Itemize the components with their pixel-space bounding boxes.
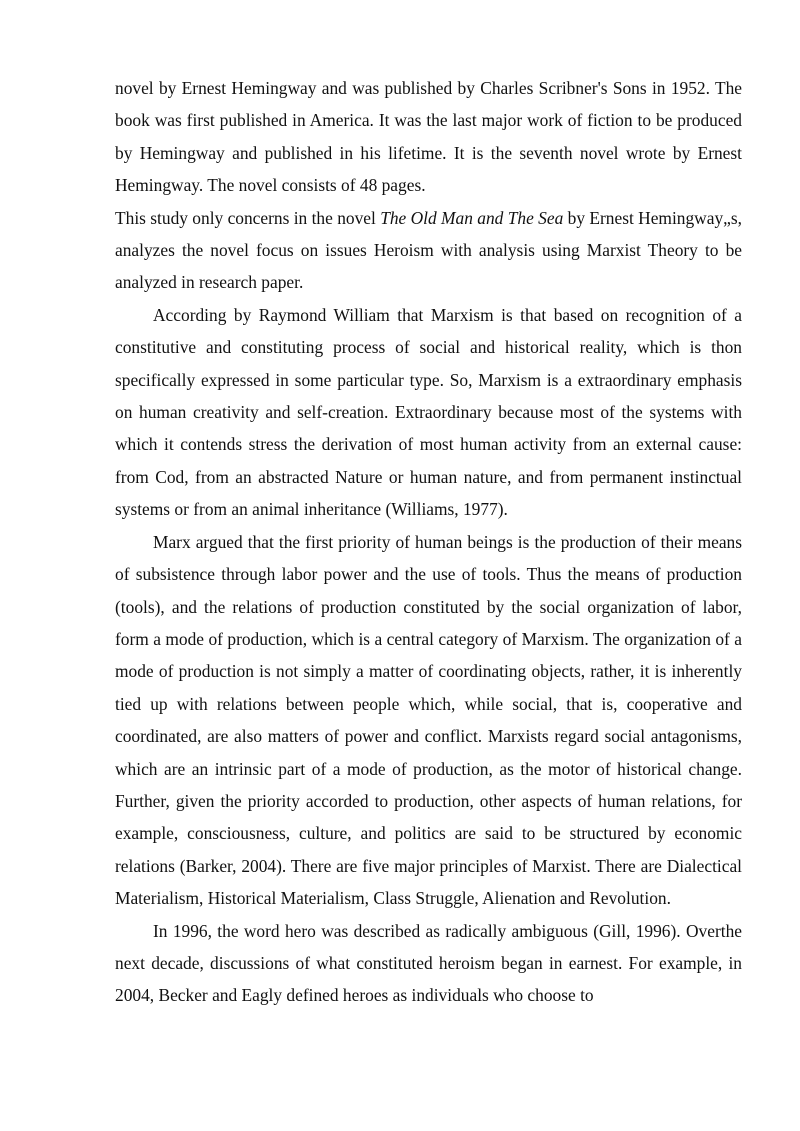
study-scope-lead-text: This study only concerns in the novel <box>115 207 381 228</box>
body-text <box>115 72 742 1012</box>
novel-title-italic: The Old Man and The Sea <box>380 207 564 228</box>
paragraph-marx-production: Marx argued that the first priority of human beings is the production of their means of subsistence through labor power and the use of tools. Thus the means of production (tools), and the relations of production constituted by the social organization of labor, form a mode of production, which is a central category of Marxism. The organization of a mode of production is not simply a matter of coordinating objects, rather, it is inherently tied up with relations between people which, while social, that is, cooperative and coordinated, are also matters of power and conflict. Marxists regard social antagonisms, which are an intrinsic part of a mode of production, as the motor of historical change. Further, given the priority accorded to production, other aspects of human relations, for example, consciousness, culture, and politics are said to be structured by economic relations (Barker, 2004). There are five major principles of Marxist. There are Dialectical Materialism, Historical Materialism, Class Struggle, Alienation and Revolution. <box>115 531 742 909</box>
paragraph-novel-publication: novel by Ernest Hemingway and was published by Charles Scribner's Sons in 1952. The book was first published in America. It was the last major work of fiction to be produced by Hemingway and published in his lifetime. It is the seventh novel wrote by Ernest Hemingway. The novel consists of 48 pages. <box>115 78 742 196</box>
paragraph-study-scope <box>115 202 742 299</box>
paragraph-hero-definition: In 1996, the word hero was described as radically ambiguous (Gill, 1996). Overthe next decade, discussions of what constituted heroism began in earnest. For example, in 2004, Becker and Eagly defined heroes as individuals who choose to <box>115 920 742 1006</box>
paragraph-williams-marxism: According by Raymond William that Marxism is that based on recognition of a constitutive and constituting process of social and historical reality, which is thon specifically expressed in some particular type. So, Marxism is a extraordinary emphasis on human creativity and self-creation. Extraordinary because most of the systems with which it contends stress the derivation of most human activity from an external cause: from Cod, from an abstracted Nature or human nature, and from permanent instinctual systems or from an animal inheritance (Williams, 1977). <box>115 304 742 520</box>
study-scope-trailing-text: by Ernest Hemingway„s, analyzes the novel focus on issues Heroism with analysis using Marxist Theory to be analyzed in research paper. <box>115 207 742 293</box>
